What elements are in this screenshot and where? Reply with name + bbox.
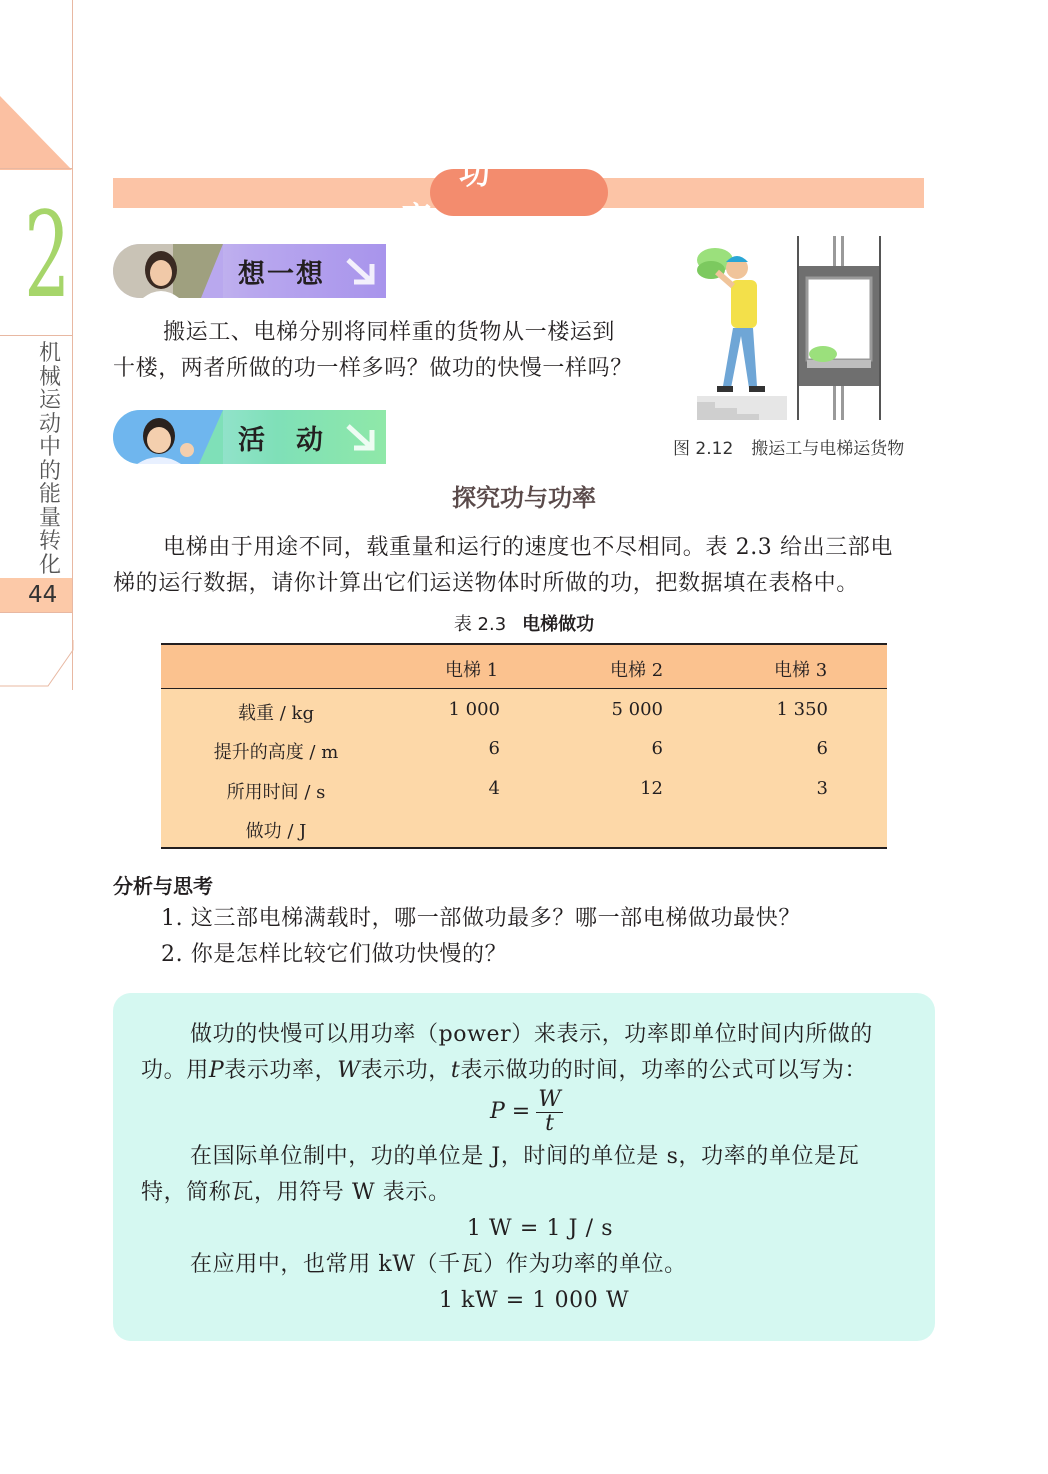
think-text-line2: 十楼，两者所做的功一样多吗？做功的快慢一样吗？ bbox=[113, 356, 633, 381]
porter-illustration bbox=[697, 236, 787, 420]
formula-lhs: P = bbox=[490, 1099, 531, 1124]
margin-line bbox=[72, 0, 73, 690]
formula-fraction bbox=[536, 1088, 563, 1135]
section-title: 功 率 bbox=[401, 155, 637, 237]
figure-caption-number: 图 2.12 bbox=[673, 439, 734, 459]
table-cell: 6 bbox=[816, 738, 828, 759]
margin-separator bbox=[0, 168, 72, 169]
symbol-t: t bbox=[450, 1058, 461, 1083]
info-p1-line2 bbox=[141, 1053, 867, 1089]
table-caption-number: 表 2.3 bbox=[453, 614, 507, 635]
table-cell: 6 bbox=[651, 738, 663, 759]
analysis-question-1: 1. 这三部电梯满载时，哪一部做功最多？哪一部电梯做功最快？ bbox=[161, 906, 801, 931]
table-cell: 3 bbox=[816, 778, 828, 799]
table-caption bbox=[0, 610, 1048, 636]
activity-subtitle: 探究功与功率 bbox=[452, 484, 596, 512]
table-caption-text: 电梯做功 bbox=[522, 614, 595, 635]
info-text: 表示功率， bbox=[224, 1058, 338, 1083]
formula-denominator: t bbox=[545, 1111, 554, 1136]
info-equation-1: 1 W = 1 J / s bbox=[466, 1216, 614, 1241]
info-text: 表示功， bbox=[360, 1058, 451, 1083]
table-cell: 1 000 bbox=[448, 699, 500, 720]
formula-numerator: W bbox=[538, 1087, 561, 1112]
power-formula bbox=[490, 1088, 563, 1135]
analysis-title: 分析与思考 bbox=[113, 874, 213, 898]
think-text-line1: 搬运工、电梯分别将同样重的货物从一楼运到 bbox=[163, 320, 616, 345]
table-cell: 12 bbox=[640, 778, 663, 799]
margin-corner-line bbox=[0, 640, 76, 688]
chapter-title-vertical: 机械运动中的能量转化 bbox=[38, 341, 61, 578]
activity-label: 活 动 bbox=[238, 425, 325, 456]
info-p2-line1: 在国际单位制中，功的单位是 J，时间的单位是 s，功率的单位是瓦 bbox=[190, 1144, 860, 1169]
table-row-label: 所用时间 / s bbox=[226, 782, 326, 803]
table-header-cell: 电梯 3 bbox=[774, 660, 828, 681]
table-cell: 1 350 bbox=[776, 699, 828, 720]
activity-text-line1: 电梯由于用途不同，载重量和运行的速度也不尽相同。表 2.3 给出三部电 bbox=[163, 535, 893, 560]
boy-photo-icon bbox=[113, 410, 223, 464]
page-number: 44 bbox=[28, 582, 58, 608]
symbol-W: W bbox=[337, 1058, 361, 1083]
info-text: 功。用 bbox=[141, 1058, 209, 1083]
activity-banner bbox=[113, 410, 386, 464]
table-header-cell: 电梯 2 bbox=[610, 660, 664, 681]
table-row-label: 载重 / kg bbox=[238, 703, 314, 724]
chapter-number: 2 bbox=[24, 186, 71, 324]
activity-text-line2: 梯的运行数据，请你计算出它们运送物体时所做的功，把数据填在表格中。 bbox=[113, 571, 859, 596]
margin-separator bbox=[0, 335, 72, 336]
analysis-question-2: 2. 你是怎样比较它们做功快慢的？ bbox=[161, 942, 508, 967]
arrow-down-right-icon bbox=[344, 254, 378, 288]
info-p1-line1: 做功的快慢可以用功率（power）来表示，功率即单位时间内所做的 bbox=[190, 1022, 873, 1047]
figure-caption-text: 搬运工与电梯运货物 bbox=[751, 439, 905, 459]
arrow-down-right-icon bbox=[344, 420, 378, 454]
table-cell: 6 bbox=[488, 738, 500, 759]
think-banner bbox=[113, 244, 386, 298]
elevator-illustration bbox=[797, 236, 881, 420]
table-cell: 4 bbox=[488, 778, 500, 799]
figure-caption bbox=[673, 434, 904, 459]
info-p2-line2: 特，简称瓦，用符号 W 表示。 bbox=[141, 1180, 451, 1205]
symbol-P: P bbox=[208, 1058, 225, 1083]
table-header-cell: 电梯 1 bbox=[445, 660, 499, 681]
table-row-label: 做功 / J bbox=[245, 821, 307, 842]
corner-triangle-decoration bbox=[0, 96, 72, 170]
think-label: 想一想 bbox=[238, 259, 325, 290]
table-cell: 5 000 bbox=[611, 699, 663, 720]
info-p3: 在应用中，也常用 kW（千瓦）作为功率的单位。 bbox=[190, 1252, 687, 1277]
info-text: 表示做功的时间，功率的公式可以写为： bbox=[460, 1058, 868, 1083]
girl-photo-icon bbox=[113, 244, 223, 298]
table-row-label: 提升的高度 / m bbox=[213, 742, 339, 763]
info-equation-2: 1 kW = 1 000 W bbox=[438, 1288, 630, 1313]
